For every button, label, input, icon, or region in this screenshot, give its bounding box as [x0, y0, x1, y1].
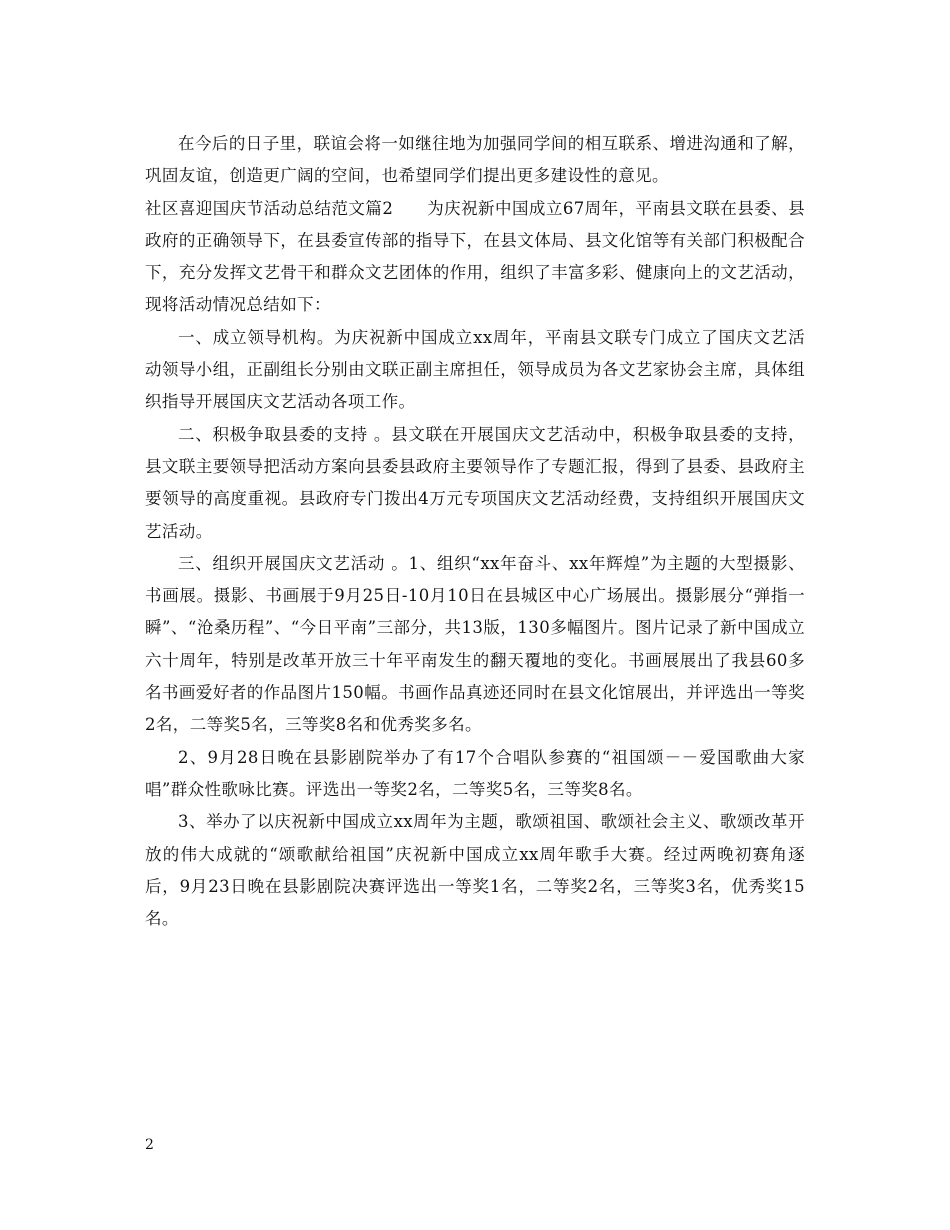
paragraph-5: 三、组织开展国庆文艺活动 。1、组织“xx年奋斗、xx年辉煌”为主题的大型摄影、书画展。摄影、书画展于9月25日-10月10日在县城区中心广场展出。摄影展分“弹指一瞬”、“沧桑历程”、“今日平南”三部分，共13版，130多幅图片。图片记录了新中国成立六十周年，特别是改革开放三十年平南发生的翻天覆地的变化。书画展展出了我县60多名书画爱好者的作品图片150幅。书画作品真迹还同时在县文化馆展出，并评选出一等奖2名，二等奖5名，三等奖8名和优秀奖多名。 [145, 553, 805, 735]
paragraph-6: 2、9月28日晚在县影剧院举办了有17个合唱队参赛的“祖国颂－－爱国歌曲大家唱”群众性歌咏比赛。评选出一等奖2名，二等奖5名，三等奖8名。 [145, 747, 805, 799]
paragraph-2: 社区喜迎国庆节活动总结范文篇2 为庆祝新中国成立67周年，平南县文联在县委、县政府的正确领导下，在县委宣传部的指导下，在县文体局、县文化馆等有关部门积极配合下，充分发挥文艺骨干和群众文艺团体的作用，组织了丰富多彩、健康向上的文艺活动，现将活动情况总结如下： [145, 198, 805, 315]
document-body [145, 128, 805, 935]
paragraph-1: 在今后的日子里，联谊会将一如继往地为加强同学间的相互联系、增进沟通和了解，巩固友谊，创造更广阔的空间，也希望同学们提出更多建设性的意见。 [145, 134, 805, 186]
paragraph-3: 一、成立领导机构。为庆祝新中国成立xx周年，平南县文联专门成立了国庆文艺活动领导小组，正副组长分别由文联正副主席担任，领导成员为各文艺家协会主席，具体组织指导开展国庆文艺活动各项工作。 [145, 327, 805, 412]
page-number: 2 [145, 1137, 154, 1153]
paragraph-4: 二、积极争取县委的支持 。县文联在开展国庆文艺活动中，积极争取县委的支持，县文联主要领导把活动方案向县委县政府主要领导作了专题汇报，得到了县委、县政府主要领导的高度重视。县政府专门拨出4万元专项国庆文艺活动经费，支持组织开展国庆文艺活动。 [145, 424, 805, 541]
paragraph-7: 3、举办了以庆祝新中国成立xx周年为主题，歌颂祖国、歌颂社会主义、歌颂改革开放的伟大成就的“颂歌献给祖国”庆祝新中国成立xx周年歌手大赛。经过两晚初赛角逐后，9月23日晚在县影剧院决赛评选出一等奖1名，二等奖2名，三等奖3名，优秀奖15名。 [145, 812, 805, 929]
